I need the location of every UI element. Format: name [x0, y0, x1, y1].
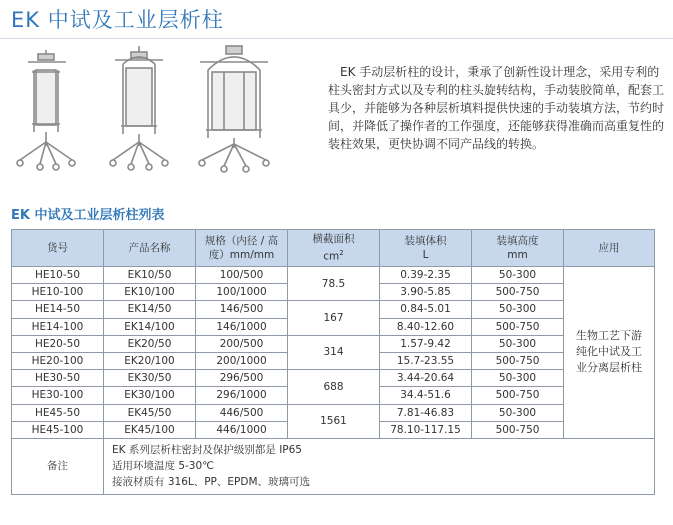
header-area-unit-line: [290, 246, 377, 264]
cell-volume: 8.40-12.60: [380, 318, 472, 335]
header-spec: [196, 230, 288, 267]
cell-item-no: HE10-100: [12, 284, 104, 301]
cell-product: EK14/100: [104, 318, 196, 335]
application-line: 纯化中试及工: [576, 345, 642, 359]
header-spec-line2: 度）mm/mm: [208, 249, 275, 261]
cell-height: 500-750: [472, 318, 564, 335]
table-header-row: [12, 230, 655, 267]
header-item-no: 货号: [12, 230, 104, 267]
cell-height: 500-750: [472, 284, 564, 301]
table-row: [12, 404, 655, 421]
intro-paragraph: EK 手动层析柱的设计，秉承了创新性设计理念，采用专利的柱头密封方式以及专利的柱头旋转结构，手动装胶简单，配套工具少，并能够为各种层析填料提供快速的手动装填方法，节约时间，并降低了操作者的工作强度，还能够获得准确而高重复性的装柱效果，更快协调不同产品线的转换。: [328, 65, 665, 151]
cell-spec: 296/1000: [196, 387, 288, 404]
cell-height: 500-750: [472, 352, 564, 369]
notes-cell: [104, 438, 655, 494]
cell-spec: 100/500: [196, 267, 288, 284]
header-area-unit: cm: [323, 250, 340, 263]
product-table: [11, 229, 655, 495]
cell-volume: 0.84-5.01: [380, 301, 472, 318]
cell-volume: 3.90-5.85: [380, 284, 472, 301]
cell-volume: 1.57-9.42: [380, 335, 472, 352]
header-area-line1: 横截面积: [312, 233, 355, 246]
cell-height: 500-750: [472, 421, 564, 438]
medium-column-icon: [110, 46, 168, 170]
cell-spec: 446/1000: [196, 421, 288, 438]
header-product-name: 产品名称: [104, 230, 196, 267]
cell-application: [564, 267, 655, 439]
cell-item-no: HE14-100: [12, 318, 104, 335]
header-height: [472, 230, 564, 267]
cell-area: 688: [288, 370, 380, 404]
cell-product: EK10/100: [104, 284, 196, 301]
small-column-icon: [17, 50, 75, 170]
header-spec-line1: 规格（内径 / 高: [204, 235, 279, 247]
title-divider: [0, 38, 673, 39]
cell-area: 167: [288, 301, 380, 335]
cell-area: 314: [288, 335, 380, 369]
notes-row: [12, 438, 655, 494]
table-row: [12, 301, 655, 318]
cell-product: EK20/100: [104, 352, 196, 369]
cell-height: 50-300: [472, 267, 564, 284]
cell-volume: 78.10-117.15: [380, 421, 472, 438]
note-line: EK 系列层析柱密封及保护级别都是 IP65: [112, 444, 302, 457]
cell-product: EK10/50: [104, 267, 196, 284]
cell-area: 1561: [288, 404, 380, 438]
cell-spec: 100/1000: [196, 284, 288, 301]
cell-spec: 446/500: [196, 404, 288, 421]
cell-volume: 15.7-23.55: [380, 352, 472, 369]
cell-spec: 146/1000: [196, 318, 288, 335]
notes-label: 备注: [12, 438, 104, 494]
application-line: 生物工艺下游: [576, 329, 642, 343]
cell-height: 500-750: [472, 387, 564, 404]
table-row: [12, 335, 655, 352]
note-line: 适用环境温度 5-30℃: [112, 460, 214, 473]
cell-volume: 0.39-2.35: [380, 267, 472, 284]
cell-spec: 200/1000: [196, 352, 288, 369]
cell-volume: 34.4-51.6: [380, 387, 472, 404]
header-area: [288, 230, 380, 267]
cell-item-no: HE30-100: [12, 387, 104, 404]
cell-item-no: HE14-50: [12, 301, 104, 318]
cell-product: EK45/100: [104, 421, 196, 438]
cell-item-no: HE20-50: [12, 335, 104, 352]
cell-item-no: HE20-100: [12, 352, 104, 369]
cell-area: 78.5: [288, 267, 380, 301]
cell-spec: 296/500: [196, 370, 288, 387]
cell-item-no: HE45-100: [12, 421, 104, 438]
cell-spec: 146/500: [196, 301, 288, 318]
column-illustration: [6, 42, 306, 182]
header-volume: [380, 230, 472, 267]
header-volume-unit: L: [422, 249, 429, 261]
large-column-icon: [199, 46, 269, 172]
cell-item-no: HE10-50: [12, 267, 104, 284]
cell-product: EK30/100: [104, 387, 196, 404]
cell-spec: 200/500: [196, 335, 288, 352]
header-application: 应用: [564, 230, 655, 267]
cell-product: EK30/50: [104, 370, 196, 387]
cell-height: 50-300: [472, 335, 564, 352]
cell-height: 50-300: [472, 370, 564, 387]
header-volume-line1: 装填体积: [404, 235, 447, 247]
cell-item-no: HE45-50: [12, 404, 104, 421]
cell-item-no: HE30-50: [12, 370, 104, 387]
table-title: EK 中试及工业层析柱列表: [11, 208, 165, 223]
page-title: EK 中试及工业层析柱: [11, 8, 224, 32]
cell-product: EK45/50: [104, 404, 196, 421]
header-height-unit: mm: [507, 249, 528, 261]
header-height-line1: 装填高度: [496, 235, 539, 247]
cell-height: 50-300: [472, 301, 564, 318]
cell-product: EK14/50: [104, 301, 196, 318]
cell-volume: 3.44-20.64: [380, 370, 472, 387]
cell-product: EK20/50: [104, 335, 196, 352]
cell-height: 50-300: [472, 404, 564, 421]
table-row: [12, 267, 655, 284]
header-area-sup: 2: [339, 249, 344, 258]
table-row: [12, 370, 655, 387]
application-line: 业分离层析柱: [576, 361, 642, 375]
note-line: 接液材质有 316L、PP、EPDM、玻璃可选: [112, 476, 311, 489]
cell-volume: 7.81-46.83: [380, 404, 472, 421]
